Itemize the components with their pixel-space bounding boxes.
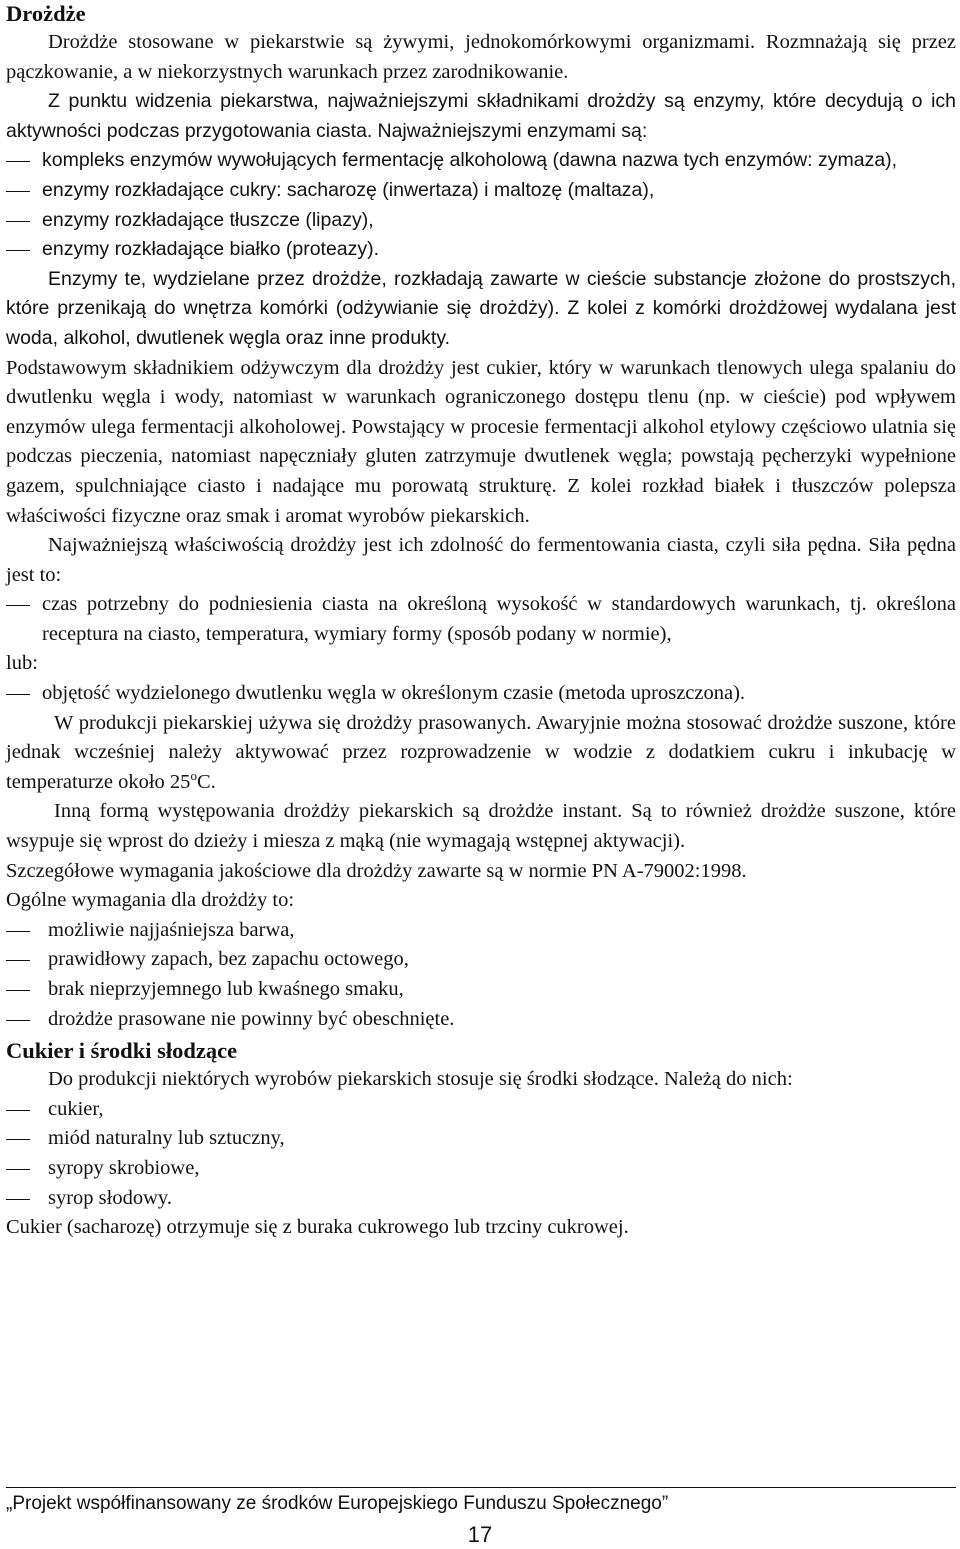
paragraph-pressed-yeast bbox=[6, 709, 956, 798]
list-item: czas potrzebny do podniesienia ciasta na określoną wysokość w standardowych warunkach, tj. określona receptura na ciasto, temperatura, wymiary formy (sposób podany w normie), bbox=[6, 590, 956, 649]
paragraph-enzymes-action bbox=[6, 265, 956, 531]
list-item: syrop słodowy. bbox=[6, 1184, 956, 1214]
paragraph-enzymes-intro-tail: Najważniejszymi enzymami są: bbox=[377, 119, 648, 142]
list-item: drożdże prasowane nie powinny być obeschnięte. bbox=[6, 1005, 956, 1035]
list-item: objętość wydzielonego dwutlenku węgla w określonym czasie (metoda uproszczona). bbox=[6, 679, 956, 709]
page-number: 17 bbox=[467, 1522, 493, 1547]
enzymes-list bbox=[6, 146, 956, 264]
list-item: możliwie najjaśniejsza barwa, bbox=[6, 916, 956, 946]
paragraph-pressed-yeast-text: W produkcji piekarskiej używa się drożdży prasowanych. Awaryjnie można stosować drożdże suszone, które jednak wcześniej należy aktywować przez rozprowadzenie w wodzie z dodatkiem cukru i inkubację w temperaturze około 25 bbox=[6, 711, 956, 793]
paragraph-enzymes-intro-sans: Z punktu widzenia piekarstwa, najważniejszymi składnikami drożdży są enzymy, które decydują o ich aktywności podczas przygotowania ciasta. bbox=[6, 90, 956, 142]
list-item: enzymy rozkładające tłuszcze (lipazy), bbox=[6, 206, 956, 236]
paragraph-enzymes-intro bbox=[6, 87, 956, 146]
paragraph-or: lub: bbox=[6, 652, 38, 675]
paragraph-nutrition: Podstawowym składnikiem odżywczym dla drożdży jest cukier, który w warunkach tlenowych ulega spalaniu do dwutlenku węgla i wody, natomiast w warunkach ograniczonego dostępu tlenu (np. w cieście) pod wpływem enzymów ulega fermentacji alkoholowej. Powstający w procesie fermentacji alkohol etylowy częściowo ulatnia się podczas pieczenia, natomiast napęczniały gluten zatrzymuje dwutlenek węgla; powstają pęcherzyki wypełnione gazem, spulchniające ciasto i nadające mu porowatą strukturę. Z kolei rozkład białek i tłuszczów polepsza właściwości fizyczne oraz smak i aromat wyrobów piekarskich. bbox=[6, 356, 956, 527]
paragraph-pressed-yeast-end: C. bbox=[196, 770, 216, 793]
list-item: enzymy rozkładające białko (proteazy). bbox=[6, 235, 956, 265]
list-item: prawidłowy zapach, bez zapachu octowego, bbox=[6, 945, 956, 975]
sweeteners-list bbox=[6, 1095, 956, 1213]
paragraph-enzymes-action-sans: Enzymy te, wydzielane przez drożdże, rozkładają zawarte w cieście substancje złożone do prostszych, które przenikają do wnętrza komórki (odżywianie się drożdży). Z kolei z komórki drożdżowej wydalana jest woda, alkohol, dwutlenek węgla oraz inne produkty. bbox=[6, 267, 956, 349]
paragraph-standard: Szczegółowe wymagania jakościowe dla drożdży zawarte są w normie PN A-79002:1998. bbox=[6, 859, 747, 882]
paragraph-leavening-force: Najważniejszą właściwością drożdży jest ich zdolność do fermentowania ciasta, czyli siła pędna. Siła pędna jest to: bbox=[6, 534, 956, 586]
paragraph-instant-yeast: Inną formą występowania drożdży piekarskich są drożdże instant. Są to również drożdże suszone, które wsypuje się wprost do dzieży i miesza z mąką (nie wymagają wstępnej aktywacji). bbox=[6, 800, 956, 853]
list-item: miód naturalny lub sztuczny, bbox=[6, 1124, 956, 1154]
paragraph-requirements-intro: Ogólne wymagania dla drożdży to: bbox=[6, 889, 295, 912]
section-heading-sugar: Cukier i środki słodzące bbox=[6, 1038, 238, 1064]
page-content bbox=[6, 0, 956, 1243]
list-item: brak nieprzyjemnego lub kwaśnego smaku, bbox=[6, 975, 956, 1005]
leavening-force-list-2 bbox=[6, 679, 956, 709]
requirements-list bbox=[6, 916, 956, 1034]
footer-divider bbox=[6, 1487, 956, 1488]
section-heading-drozdze: Drożdże bbox=[6, 1, 86, 26]
paragraph-intro: Drożdże stosowane w piekarstwie są żywymi, jednokomórkowymi organizmami. Rozmnażają się przez pączkowanie, a w niekorzystnych warunkach przez zarodnikowanie. bbox=[6, 31, 956, 83]
list-item: kompleks enzymów wywołujących fermentację alkoholową (dawna nazwa tych enzymów: zymaza), bbox=[6, 146, 956, 176]
footer-funding-note: „Projekt współfinansowany ze środków Europejskiego Funduszu Społecznego” bbox=[6, 1493, 669, 1514]
list-item: cukier, bbox=[6, 1095, 956, 1125]
paragraph-sugar-source: Cukier (sacharozę) otrzymuje się z buraka cukrowego lub trzciny cukrowej. bbox=[6, 1216, 629, 1239]
paragraph-sweeteners: Do produkcji niektórych wyrobów piekarskich stosuje się środki słodzące. Należą do nich: bbox=[48, 1068, 793, 1091]
leavening-force-list-1 bbox=[6, 590, 956, 649]
degree-sign: o bbox=[190, 767, 197, 783]
list-item: syropy skrobiowe, bbox=[6, 1154, 956, 1184]
list-item: enzymy rozkładające cukry: sacharozę (inwertaza) i maltozę (maltaza), bbox=[6, 176, 956, 206]
